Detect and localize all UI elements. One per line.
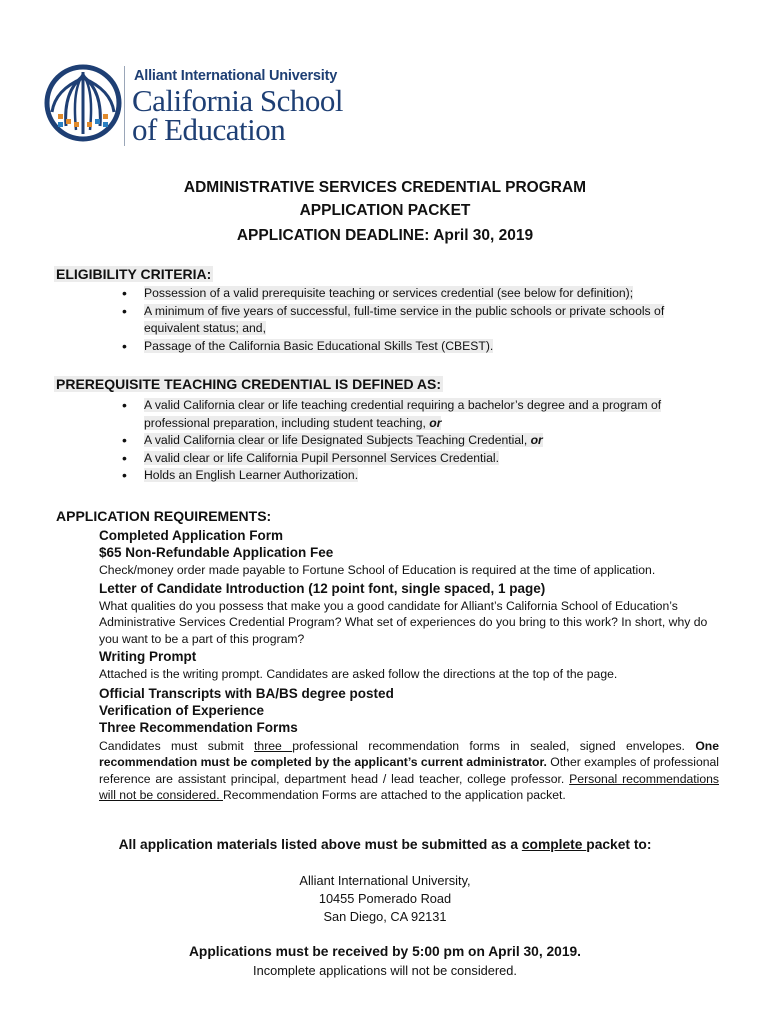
- receipt-deadline: Applications must be received by 5:00 pm on April 30, 2019.: [188, 944, 582, 959]
- eligibility-list: [120, 285, 710, 355]
- address-line2: 10455 Pomerado Road: [318, 891, 452, 906]
- completed-form-heading: Completed Application Form: [99, 528, 284, 543]
- list-item: • Possession of a valid prerequisite teaching or services credential (see below for definition);: [120, 285, 710, 303]
- requirements-list: [99, 527, 719, 804]
- address-line3: San Diego, CA 92131: [323, 909, 447, 924]
- letter-note: What qualities do you possess that make you a good candidate for Alliant’s California School of Education’s Administrative Services Credential Program? What set of experiences do you bring to this work? In short, why do you want to be a part of this program?: [99, 598, 708, 646]
- school-name-line2: of Education: [132, 112, 286, 147]
- recommendations-heading: Three Recommendation Forms: [99, 719, 298, 735]
- transcripts-heading: Official Transcripts with BA/BS degree posted: [99, 685, 394, 701]
- verification-heading: Verification of Experience: [99, 702, 265, 718]
- eligibility-heading: ELIGIBILITY CRITERIA:: [56, 266, 212, 282]
- list-item: • A valid California clear or life teaching credential requiring a bachelor’s degree and a program of professional preparation, including student teaching, or: [120, 397, 710, 432]
- writing-prompt-heading: Writing Prompt: [99, 649, 197, 664]
- fee-heading: $65 Non-Refundable Application Fee: [99, 545, 334, 560]
- prerequisite-list: [120, 397, 710, 485]
- list-item: • A minimum of five years of successful, full-time service in the public schools or private schools of equivalent status; and,: [120, 303, 710, 338]
- deadline-title: APPLICATION DEADLINE: April 30, 2019: [236, 227, 534, 244]
- list-item: • A valid California clear or life Designated Subjects Teaching Credential, or: [120, 432, 710, 450]
- packet-title: APPLICATION PACKET: [299, 202, 471, 219]
- recommendations-note: Candidates must submit three professional recommendation forms in sealed, signed envelopes. One recommendation must be completed by the applicant’s current administrator. Other examples of professional reference are assistant principal, department head / lead teacher, college professor. Personal recommendations will not be considered. Recommendation Forms are attached to the application packet.: [99, 738, 720, 802]
- writing-prompt-note: Attached is the writing prompt. Candidates are asked follow the directions at the top of the page.: [99, 667, 618, 681]
- submission-instruction: All application materials listed above must be submitted as a complete packet to:: [118, 837, 652, 852]
- list-item: • Passage of the California Basic Educational Skills Test (CBEST).: [120, 338, 710, 356]
- prerequisite-heading: PREREQUISITE TEACHING CREDENTIAL IS DEFINED AS:: [56, 376, 442, 392]
- university-name: Alliant International University: [134, 68, 338, 84]
- letter-heading: Letter of Candidate Introduction (12 point font, single spaced, 1 page): [99, 580, 546, 596]
- school-logo: [44, 60, 364, 150]
- fee-note: Check/money order made payable to Fortune School of Education is required at the time of application.: [99, 563, 656, 577]
- incomplete-note: Incomplete applications will not be considered.: [253, 963, 517, 978]
- program-title: ADMINISTRATIVE SERVICES CREDENTIAL PROGRAM: [183, 179, 587, 196]
- address-line1: Alliant International University,: [299, 873, 471, 888]
- school-name-line1: California School: [132, 83, 344, 118]
- requirements-heading: APPLICATION REQUIREMENTS:: [56, 508, 272, 524]
- logo-divider: [124, 66, 125, 146]
- list-item: • A valid clear or life California Pupil Personnel Services Credential.: [120, 450, 710, 468]
- list-item: • Holds an English Learner Authorization.: [120, 467, 710, 485]
- globe-emblem-icon: [44, 64, 122, 142]
